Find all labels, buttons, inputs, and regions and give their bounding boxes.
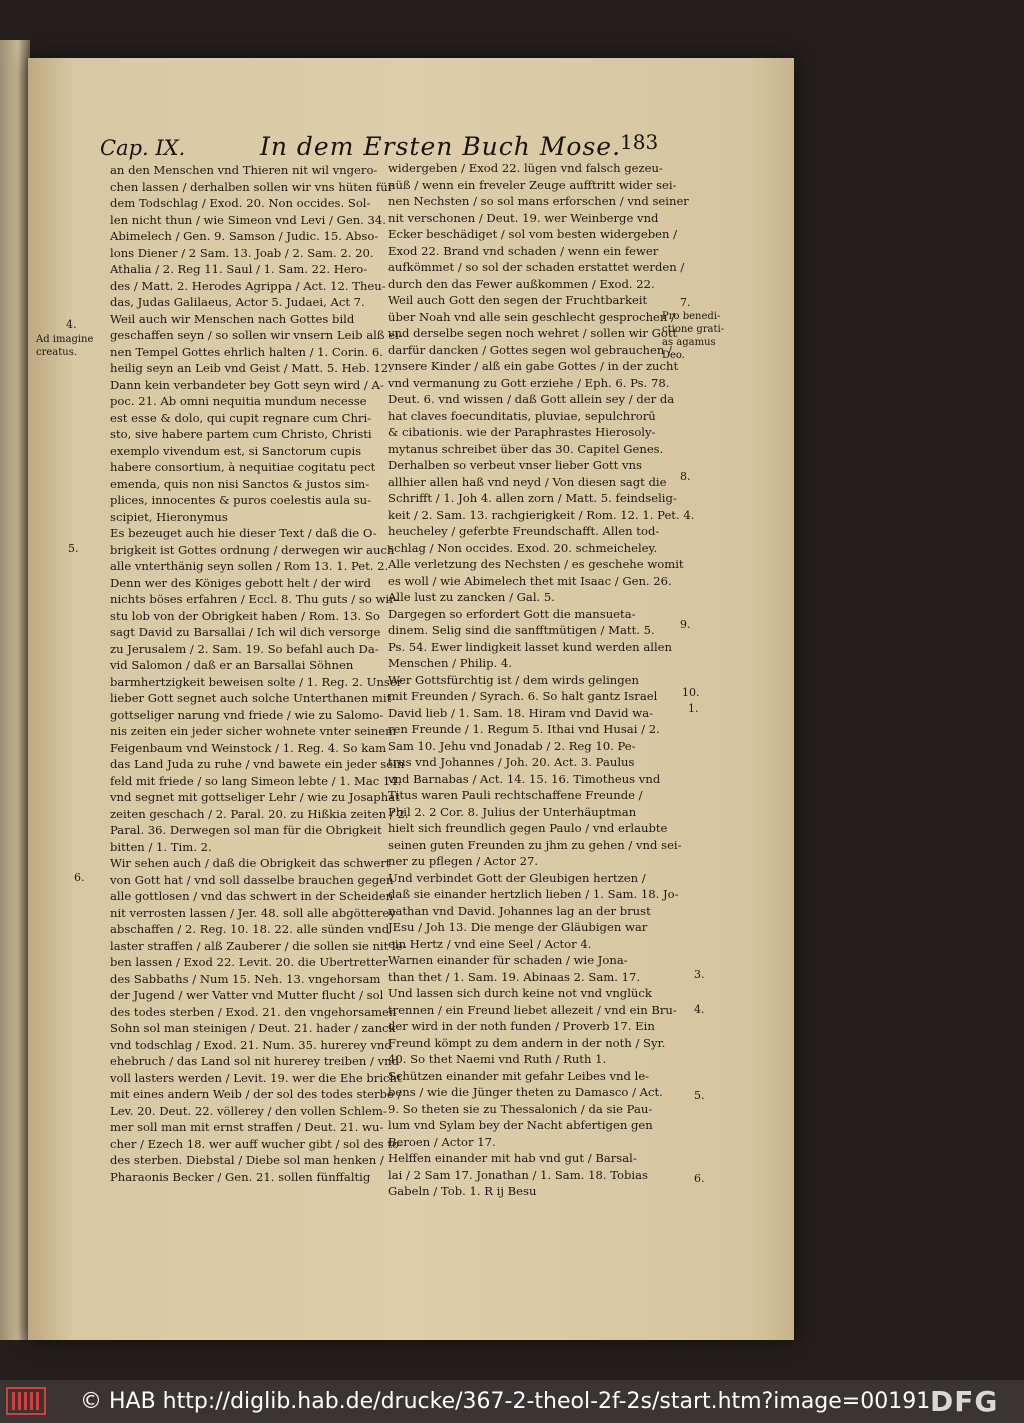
margin-note-right-4: 4. bbox=[694, 1003, 705, 1016]
text-line: vnd Barnabas / Act. 14. 15. 16. Timotheus vnd bbox=[388, 771, 661, 786]
text-line: vnd segnet mit gottseliger Lehr / wie zu Josaphat bbox=[110, 790, 400, 804]
text-line: vnd vermanung zu Gott erziehe / Eph. 6. Ps. 78. bbox=[388, 375, 670, 390]
text-line: nathan vnd David. Johannes lag an der brust bbox=[388, 903, 651, 918]
text-line: der Jugend / wer Vatter vnd Mutter flucht / sol bbox=[110, 988, 384, 1002]
text-line: brigkeit ist Gottes ordnung / derwegen wir auch bbox=[110, 542, 395, 557]
margin-note-right-10: 10. bbox=[682, 686, 700, 699]
margin-note-right-3: 3. bbox=[694, 968, 705, 981]
text-line: vnd todschlag / Exod. 21. Num. 35. hurerey vnd bbox=[110, 1037, 392, 1052]
text-line: voll lasters werden / Levit. 19. wer die Ehe bricht bbox=[110, 1070, 402, 1085]
text-line: hielt sich freundlich gegen Paulo / vnd erlaubte bbox=[388, 821, 668, 835]
margin-note-number: 4. bbox=[66, 318, 77, 331]
text-line: Dann kein verbandeter bey Gott seyn wird / A- bbox=[110, 377, 384, 392]
page-header bbox=[100, 128, 660, 164]
text-line: Denn wer des Königes gebott helt / der wird bbox=[110, 575, 371, 590]
margin-note-right-9: 9. bbox=[680, 618, 691, 631]
text-line: exemplo vivendum est, si Sanctorum cupis bbox=[110, 443, 362, 458]
text-line: heilig seyn an Leib vnd Geist / Matt. 5. Heb. 12. bbox=[110, 361, 392, 375]
text-line: Gabeln / Tob. 1. R ij Besu bbox=[388, 1184, 537, 1198]
text-line: chen lassen / derhalben sollen wir vns hüten für bbox=[110, 179, 394, 194]
text-line: cher / Ezech 18. wer auff wucher gibt / sol des to- bbox=[110, 1136, 403, 1151]
text-line: Beroen / Actor 17. bbox=[388, 1134, 496, 1149]
chapter-label: Cap. IX. bbox=[100, 136, 186, 160]
margin-note-left-4-text: Ad imagine creatus. bbox=[36, 334, 94, 358]
text-line: heucheley / geferbte Freundschafft. Allen tod- bbox=[388, 524, 660, 538]
text-line: des sterben. Diebstal / Diebe sol man henken / bbox=[110, 1153, 384, 1167]
copyright-link[interactable]: © HAB http://diglib.hab.de/drucke/367-2-theol-2f-2s/start.htm?image=00191 bbox=[80, 1389, 931, 1414]
text-line: dinem. Selig sind die sanfftmütigen / Matt. 5. bbox=[388, 623, 655, 637]
text-line: David lieb / 1. Sam. 18. Hiram vnd David wa- bbox=[388, 705, 654, 720]
text-line: zu Jerusalem / 2. Sam. 19. So befahl auch Da- bbox=[110, 641, 379, 656]
text-line: Wer Gottsfürchtig ist / dem wirds gelingen bbox=[388, 672, 640, 687]
text-line: Ecker beschädiget / sol vom besten widergeben / bbox=[388, 227, 678, 241]
text-line: mit eines andern Weib / der sol des todes sterbe / bbox=[110, 1087, 402, 1101]
text-line: 40. So thet Naemi vnd Ruth / Ruth 1. bbox=[388, 1052, 607, 1066]
text-line: emenda, quis non nisi Sanctos & justos sim- bbox=[110, 476, 370, 491]
margin-note-right-7-text: Pro benedi- ctione grati- as agamus Deo. bbox=[662, 311, 725, 361]
margin-note-left-5: 5. bbox=[68, 542, 79, 555]
hab-logo-icon bbox=[6, 1387, 46, 1415]
text-line: vid Salomon / daß er an Barsallai Söhnen bbox=[110, 658, 354, 672]
text-line: alle vnterthänig seyn sollen / Rom 13. 1. Pet. 2. bbox=[110, 559, 389, 573]
margin-note-right-1: 1. bbox=[688, 702, 699, 715]
text-line: zeiten geschach / 2. Paral. 20. zu Hißkia zeiten / 2. bbox=[110, 806, 409, 821]
text-line: aufkömmet / so sol der schaden erstattet werden / bbox=[388, 260, 685, 274]
margin-note-right-7: 7. bbox=[680, 296, 691, 309]
footer-bar bbox=[0, 1380, 1024, 1423]
text-line: ein Hertz / vnd eine Seel / Actor 4. bbox=[388, 936, 592, 951]
text-line: bens / wie die Jünger theten zu Damasco / Act. bbox=[388, 1085, 663, 1099]
text-line: Titus waren Pauli rechtschaffene Freunde / bbox=[388, 788, 643, 802]
margin-note-left-4 bbox=[66, 318, 77, 331]
text-line: nichts böses erfahren / Eccl. 8. Thu guts / so wir- bbox=[110, 592, 399, 606]
text-line: & cibationis. wie der Paraphrastes Hierosoly- bbox=[388, 425, 656, 439]
text-line: schlag / Non occides. Exod. 20. schmeicheley. bbox=[388, 540, 658, 555]
text-line: das, Judas Galilaeus, Actor 5. Judaei, Act 7. bbox=[110, 295, 365, 309]
text-line: Exod 22. Brand vnd schaden / wenn ein fewer bbox=[388, 243, 659, 258]
text-line: keit / 2. Sam. 13. rachgierigkeit / Rom. 12. 1. Pet. 4. bbox=[388, 507, 695, 522]
text-line: Sohn sol man steinigen / Deut. 21. hader / zanck bbox=[110, 1021, 396, 1035]
margin-note-left-6: 6. bbox=[74, 871, 85, 884]
text-line: feld mit friede / so lang Simeon lebte / 1. Mac 14. bbox=[110, 773, 402, 788]
text-line: des Sabbaths / Num 15. Neh. 13. vngehorsam bbox=[110, 971, 381, 986]
text-line: hat claves foecunditatis, pluviae, sepulchrorū bbox=[388, 408, 656, 423]
text-line: dem Todschlag / Exod. 20. Non occides. Sol- bbox=[110, 196, 371, 210]
text-line: Freund kömpt zu dem andern in der noth / Syr. bbox=[388, 1035, 666, 1050]
text-line: ben lassen / Exod 22. Levit. 20. die Ubertretter bbox=[110, 955, 388, 969]
text-line: Alle verletzung des Nechsten / es geschehe womit bbox=[388, 557, 684, 571]
text-line: geschaffen seyn / so sollen wir vnsern Leib alß ei- bbox=[110, 328, 403, 342]
text-line: Dargegen so erfordert Gott die mansueta- bbox=[388, 606, 636, 621]
text-line: widergeben / Exod 22. lügen vnd falsch gezeu- bbox=[388, 161, 663, 175]
text-line: lum vnd Sylam bey der Nacht abfertigen gen bbox=[388, 1118, 653, 1132]
margin-note-right-5: 5. bbox=[694, 1089, 705, 1102]
text-line: Es bezeuget auch hie dieser Text / daß die O- bbox=[110, 526, 377, 540]
text-line: Paral. 36. Derwegen sol man für die Obrigkeit bbox=[110, 823, 382, 837]
page-number: 183 bbox=[620, 130, 659, 154]
text-line: Derhalben so verbeut vnser lieber Gott vns bbox=[388, 458, 642, 472]
text-line: nen Nechsten / so sol mans erforschen / vnd seiner bbox=[388, 194, 689, 208]
text-line: ner zu pflegen / Actor 27. bbox=[388, 854, 539, 868]
text-line: Und verbindet Gott der Gleubigen hertzen / bbox=[388, 870, 646, 885]
text-line: lons Diener / 2 Sam. 13. Joab / 2. Sam. 2. 20. bbox=[110, 245, 374, 260]
text-line: daß sie einander hertzlich lieben / 1. Sam. 18. Jo- bbox=[388, 887, 679, 901]
text-line: des todes sterben / Exod. 21. den vngehorsamen bbox=[110, 1004, 397, 1019]
text-line: von Gott hat / vnd soll dasselbe brauchen gegen bbox=[110, 872, 394, 887]
text-line: est esse & dolo, qui cupit regnare cum Chri- bbox=[110, 410, 372, 425]
text-line: Wir sehen auch / daß die Obrigkeit das schwert bbox=[110, 856, 391, 870]
text-line: allhier allen haß vnd neyd / Von diesen sagt die bbox=[388, 474, 667, 489]
text-line: Und lassen sich durch keine not vnd vnglück bbox=[388, 986, 652, 1000]
text-line: nit verschonen / Deut. 19. wer Weinberge vnd bbox=[388, 210, 659, 225]
text-line: Athalia / 2. Reg 11. Saul / 1. Sam. 22. Hero- bbox=[110, 262, 368, 276]
text-line: das Land Juda zu ruhe / vnd bawete ein jeder sein bbox=[110, 757, 405, 771]
text-line: der wird in der noth funden / Proverb 17. Ein bbox=[388, 1019, 655, 1033]
running-title: In dem Ersten Buch Mose. bbox=[260, 132, 622, 161]
text-line: 9. So theten sie zu Thessalonich / da sie Pau- bbox=[388, 1101, 653, 1116]
text-line: Schützen einander mit gefahr Leibes vnd le- bbox=[388, 1068, 650, 1083]
text-line: sto, sive habere partem cum Christo, Christi bbox=[110, 427, 372, 441]
text-line: ren Freunde / 1. Regum 5. Ithai vnd Husai / 2. bbox=[388, 722, 660, 736]
text-line: es woll / wie Abimelech thet mit Isaac / Gen. 26. bbox=[388, 573, 672, 588]
text-line: alle gottlosen / vnd das schwert in der Scheiden bbox=[110, 889, 394, 903]
text-line: darfür dancken / Gottes segen wol gebrauchen / bbox=[388, 342, 672, 357]
text-line: mer soll man mit ernst straffen / Deut. 21. wu- bbox=[110, 1120, 384, 1134]
text-line: nüß / wenn ein freveler Zeuge aufftritt wider sei- bbox=[388, 177, 677, 192]
text-line: seinen guten Freunden zu jhm zu gehen / vnd sei- bbox=[388, 837, 682, 852]
text-line: an den Menschen vnd Thieren nit wil vngero- bbox=[110, 163, 378, 177]
text-line: Weil auch wir Menschen nach Gottes bild bbox=[110, 311, 355, 326]
text-line: Ps. 54. Ewer lindigkeit lasset kund werden allen bbox=[388, 639, 672, 654]
text-line: Deut. 6. vnd wissen / daß Gott allein sey / der da bbox=[388, 392, 675, 406]
text-line: sagt David zu Barsallai / Ich wil dich versorge bbox=[110, 625, 381, 639]
previous-page-edge bbox=[0, 40, 30, 1340]
text-line: Alle lust zu zancken / Gal. 5. bbox=[388, 590, 555, 604]
text-line: Abimelech / Gen. 9. Samson / Judic. 15. Abso- bbox=[110, 229, 379, 243]
text-line: nis zeiten ein jeder sicher wohnete vnter seinem bbox=[110, 724, 397, 738]
text-line: Warnen einander für schaden / wie Jona- bbox=[388, 953, 628, 967]
text-line: habere consortium, à nequitiae cogitatu pect bbox=[110, 460, 376, 474]
text-line: durch den das Fewer außkommen / Exod. 22. bbox=[388, 276, 655, 291]
left-text-column bbox=[110, 162, 409, 1185]
text-line: len nicht thun / wie Simeon vnd Levi / Gen. 34. bbox=[110, 212, 386, 227]
text-line: mit Freunden / Syrach. 6. So halt gantz Israel bbox=[388, 689, 658, 703]
text-line: ehebruch / das Land sol nit hurerey treiben / vnd bbox=[110, 1054, 400, 1068]
text-line: Pharaonis Becker / Gen. 21. sollen fünffaltig bbox=[110, 1169, 371, 1184]
text-line: trennen / ein Freund liebet allezeit / vnd ein Bru- bbox=[388, 1002, 677, 1017]
text-line: über Noah vnd alle sein geschlecht gesprochen / bbox=[388, 309, 675, 324]
text-line: vnd derselbe segen noch wehret / sollen wir Gott bbox=[388, 326, 678, 340]
text-line: poc. 21. Ab omni nequitia mundum necesse bbox=[110, 394, 367, 408]
text-line: mytanus schreibet über das 30. Capitel Genes. bbox=[388, 441, 664, 456]
text-line: Lev. 20. Deut. 22. völlerey / den vollen Schlem- bbox=[110, 1103, 387, 1118]
text-line: bitten / 1. Tim. 2. bbox=[110, 839, 212, 854]
text-line: lieber Gott segnet auch solche Unterthanen mit bbox=[110, 691, 392, 705]
text-line: nen Tempel Gottes ehrlich halten / 1. Corin. 6. bbox=[110, 344, 383, 359]
text-line: abschaffen / 2. Reg. 10. 18. 22. alle sünden vnd bbox=[110, 922, 390, 936]
margin-note-right-8: 8. bbox=[680, 470, 691, 483]
text-line: vnsere Kinder / alß ein gabe Gottes / in der zucht bbox=[388, 359, 679, 373]
text-line: scipiet, Hieronymus bbox=[110, 509, 228, 524]
text-line: laster straffen / alß Zauberer / die sollen sie nit le- bbox=[110, 938, 407, 953]
text-line: than thet / 1. Sam. 19. Abinaas 2. Sam. 17. bbox=[388, 969, 641, 984]
text-line: Feigenbaum vnd Weinstock / 1. Reg. 4. So kam bbox=[110, 740, 387, 755]
text-line: Sam 10. Jehu vnd Jonadab / 2. Reg 10. Pe- bbox=[388, 738, 636, 753]
text-line: des / Matt. 2. Herodes Agrippa / Act. 12. Theu- bbox=[110, 278, 386, 293]
text-line: stu lob von der Obrigkeit haben / Rom. 13. So bbox=[110, 608, 380, 623]
text-line: nit verrosten lassen / Jer. 48. soll alle abgötterey bbox=[110, 905, 396, 920]
text-line: lai / 2 Sam 17. Jonathan / 1. Sam. 18. Tobias bbox=[388, 1167, 649, 1182]
text-line: Phil 2. 2 Cor. 8. Julius der Unterhäuptman bbox=[388, 804, 637, 819]
dfg-logo: DFG bbox=[930, 1385, 999, 1418]
text-line: trus vnd Johannes / Joh. 20. Act. 3. Paulus bbox=[388, 755, 635, 769]
text-line: Helffen einander mit hab vnd gut / Barsal- bbox=[388, 1151, 637, 1165]
margin-note-right-6: 6. bbox=[694, 1172, 705, 1185]
text-line: JEsu / Joh 13. Die menge der Gläubigen war bbox=[388, 920, 648, 934]
text-line: Menschen / Philip. 4. bbox=[388, 656, 512, 670]
text-line: Weil auch Gott den segen der Fruchtbarkeit bbox=[388, 293, 648, 307]
text-line: Schrifft / 1. Joh 4. allen zorn / Matt. 5. feindselig- bbox=[388, 491, 677, 505]
text-line: plices, innocentes & puros coelestis aula su- bbox=[110, 493, 372, 507]
text-line: gottseliger narung vnd friede / wie zu Salomo- bbox=[110, 707, 384, 722]
text-line: barmhertzigkeit beweisen solte / 1. Reg. 2. Unser bbox=[110, 674, 403, 689]
